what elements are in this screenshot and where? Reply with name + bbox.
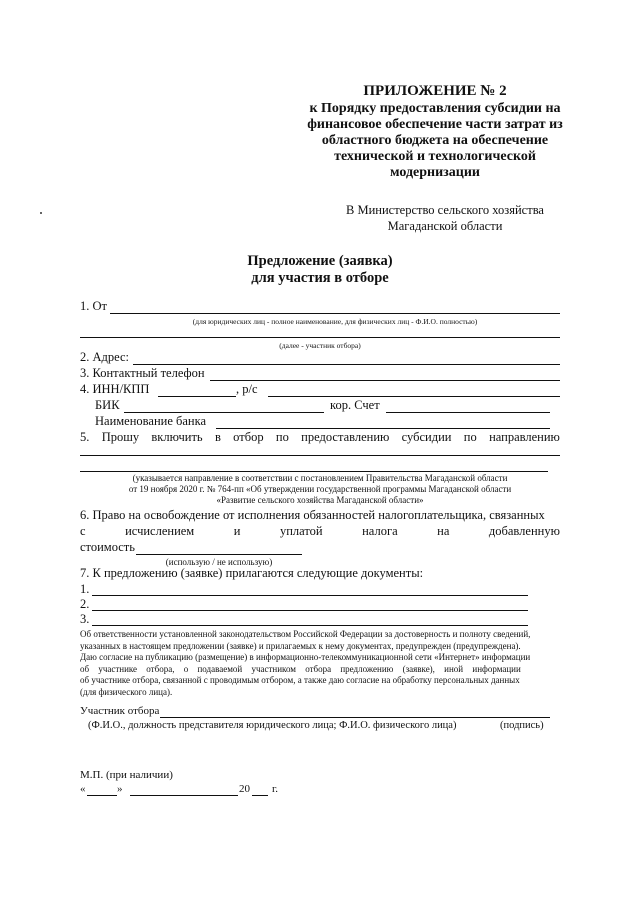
- document-field-2[interactable]: [92, 610, 528, 611]
- word: направлению: [489, 430, 560, 444]
- address-field[interactable]: [133, 364, 560, 365]
- date-year-prefix: 20: [239, 783, 250, 795]
- inn-field[interactable]: [158, 396, 236, 397]
- document-item-number: 3.: [80, 612, 90, 626]
- caption-line: (указывается направление в соответствии с постановлением Правительства Магаданской области: [132, 473, 508, 483]
- rs-field[interactable]: [268, 396, 560, 397]
- date-day-field[interactable]: [87, 795, 117, 796]
- inn-label: 4. ИНН/КПП: [80, 382, 150, 396]
- word: Прошу: [101, 430, 140, 444]
- phone-label: 3. Контактный телефон: [80, 366, 205, 380]
- caption-line: от 19 ноября 2020 г. № 764-пп «Об утверждении государственной программы Магаданской области: [128, 484, 512, 494]
- word: субсидии: [401, 430, 452, 444]
- item5-caption: [80, 473, 560, 506]
- word: включить: [151, 430, 203, 444]
- address-label: 2. Адрес:: [80, 350, 130, 364]
- disclaimer-line: (для физического лица).: [80, 686, 173, 697]
- word: добавленную: [488, 524, 560, 538]
- item6-line1: 6. Право на освобождение от исполнения обязанностей налогоплательщика, связанных: [80, 508, 545, 522]
- word: отбор: [233, 430, 264, 444]
- appendix-line: модернизации: [390, 165, 480, 180]
- disclaimer-line: об участнике отбора, о подаваемой участником отбора предложению (заявке), иной информации: [80, 663, 521, 674]
- direction-field[interactable]: [80, 455, 560, 456]
- date-close-quote: »: [117, 783, 123, 795]
- korr-label: кор. Счет: [330, 398, 380, 412]
- rs-label: , р/с: [236, 382, 258, 396]
- disclaimer-line: Даю согласие на публикацию (размещение) в информационно-телекоммуникационной сети «Интернет» информации: [80, 652, 531, 662]
- disclaimer-line: об участнике отбора, связанной с проводимым отбором, а также даю согласие на обработку персональных данных: [80, 675, 520, 685]
- korr-field[interactable]: [386, 412, 550, 413]
- word: по: [463, 430, 477, 444]
- appendix-line: областного бюджета на обеспечение: [321, 133, 549, 148]
- date-year-suffix: г.: [272, 783, 279, 795]
- stamp-note: М.П. (при наличии): [80, 769, 173, 781]
- appendix-title: ПРИЛОЖЕНИЕ № 2: [363, 83, 507, 99]
- from-caption: (для юридических лиц - полное наименование, для физических лиц - Ф.И.О. полностью): [192, 317, 478, 326]
- document-field-3[interactable]: [92, 625, 528, 626]
- word: предоставлению: [301, 430, 390, 444]
- appendix-description: [270, 101, 600, 181]
- heading-line: для участия в отборе: [251, 270, 389, 286]
- from-field[interactable]: [110, 313, 560, 314]
- form-heading: [220, 253, 420, 287]
- from-label: 1. От: [80, 299, 107, 313]
- date-month-field[interactable]: [130, 795, 238, 796]
- word: на: [437, 524, 450, 538]
- vat-field[interactable]: [136, 554, 302, 555]
- vat-caption: (использую / не использую): [165, 557, 273, 567]
- word: по: [275, 430, 289, 444]
- bank-field[interactable]: [216, 428, 550, 429]
- word: исчислением: [125, 524, 195, 538]
- addressee-line: В Министерство сельского хозяйства: [346, 203, 544, 217]
- document-field-1[interactable]: [92, 595, 528, 596]
- scan-speck: [40, 212, 42, 214]
- signature-sign-caption: (подпись): [500, 720, 544, 731]
- word: уплатой: [279, 524, 323, 538]
- addressee-line: Магаданской области: [387, 219, 503, 233]
- bik-label: БИК: [95, 398, 120, 412]
- item5-line: [80, 430, 560, 445]
- heading-line: Предложение (заявка): [247, 253, 393, 269]
- word: и: [233, 524, 241, 538]
- signature-field[interactable]: [160, 717, 550, 718]
- word: с: [80, 524, 86, 538]
- signature-name-caption: (Ф.И.О., должность представителя юридического лица; Ф.И.О. физического лица): [88, 720, 457, 731]
- signature-label: Участник отбора: [80, 705, 160, 717]
- direction-field-continued[interactable]: [80, 471, 548, 472]
- disclaimer-line: указанных в настоящем предложении (заявке) и прилагаемых к нему документах, предупрежден (предупреждена).: [80, 640, 521, 651]
- disclaimer: [80, 629, 560, 698]
- date-year-field[interactable]: [252, 795, 268, 796]
- document-item-number: 1.: [80, 582, 90, 596]
- date-open-quote: «: [80, 783, 86, 795]
- word: налога: [362, 524, 398, 538]
- item6-line3: стоимость: [80, 540, 135, 554]
- phone-field[interactable]: [210, 380, 560, 381]
- from-field-continued[interactable]: [80, 337, 560, 338]
- caption-line: «Развитие сельского хозяйства Магаданской области»: [216, 495, 424, 505]
- word: в: [214, 430, 221, 444]
- document-item-number: 2.: [80, 597, 90, 611]
- appendix-line: к Порядку предоставления субсидии на: [309, 101, 561, 116]
- word: 5.: [80, 430, 90, 444]
- appendix-line: финансовое обеспечение части затрат из: [307, 117, 563, 132]
- addressee: [330, 202, 560, 234]
- bank-label: Наименование банка: [95, 414, 207, 428]
- item7-title: 7. К предложению (заявке) прилагаются следующие документы:: [80, 566, 424, 580]
- appendix-line: технической и технологической: [334, 149, 536, 164]
- bik-field[interactable]: [124, 412, 324, 413]
- item6-line2: [80, 524, 560, 539]
- participant-caption: (далее - участник отбора): [279, 341, 361, 350]
- disclaimer-line: Об ответственности установленной законодательством Российской Федерации за достоверность и полноту сведений,: [80, 629, 531, 639]
